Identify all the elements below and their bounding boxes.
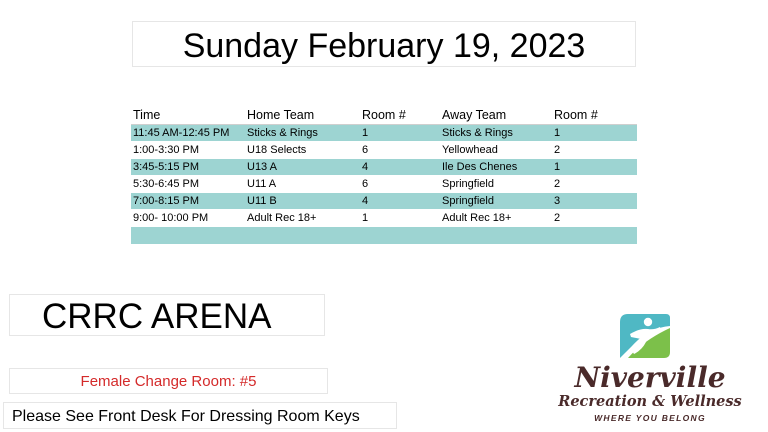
cell-home-room: 1 bbox=[362, 212, 369, 224]
cell-away-room: 2 bbox=[554, 212, 561, 224]
cell-home-room: 4 bbox=[362, 161, 369, 173]
column-header-away-room: Room # bbox=[554, 108, 598, 122]
column-header-home-room: Room # bbox=[362, 108, 406, 122]
cell-home-team: U13 A bbox=[247, 161, 277, 173]
column-header-away-team: Away Team bbox=[442, 108, 507, 122]
table-row bbox=[131, 142, 637, 159]
cell-home-room: 1 bbox=[362, 127, 369, 139]
niverville-logo bbox=[545, 310, 755, 430]
logo-subtitle: Recreation & Wellness bbox=[558, 393, 742, 410]
table-row bbox=[131, 125, 637, 142]
cell-home-team: U11 B bbox=[247, 195, 277, 207]
column-header-time: Time bbox=[133, 108, 161, 122]
cell-away-room: 3 bbox=[554, 195, 561, 207]
logo-tagline: WHERE YOU BELONG bbox=[594, 413, 706, 423]
logo-name: Niverville bbox=[574, 361, 726, 394]
cell-time: 9:00- 10:00 PM bbox=[133, 212, 209, 224]
arena-name: CRRC ARENA bbox=[42, 297, 272, 336]
column-header-home-team: Home Team bbox=[247, 108, 315, 122]
cell-away-team: Ile Des Chenes bbox=[442, 161, 518, 173]
cell-time: 1:00-3:30 PM bbox=[133, 144, 200, 156]
cell-away-room: 2 bbox=[554, 144, 561, 156]
cell-home-team: U11 A bbox=[247, 178, 277, 190]
keys-notice bbox=[3, 402, 397, 429]
cell-away-room: 2 bbox=[554, 178, 561, 190]
cell-home-team: Adult Rec 18+ bbox=[247, 212, 317, 224]
table-footer-band bbox=[131, 227, 637, 245]
cell-away-team: Springfield bbox=[442, 178, 494, 190]
cell-away-team: Sticks & Rings bbox=[442, 127, 513, 139]
runner-icon bbox=[618, 312, 672, 360]
cell-home-room: 6 bbox=[362, 178, 369, 190]
cell-time: 3:45-5:15 PM bbox=[133, 161, 200, 173]
schedule-date: Sunday February 19, 2023 bbox=[182, 27, 586, 65]
cell-away-room: 1 bbox=[554, 161, 561, 173]
cell-time: 11:45 AM-12:45 PM bbox=[133, 127, 230, 139]
keys-text: Please See Front Desk For Dressing Room Keys bbox=[12, 408, 360, 425]
cell-away-team: Adult Rec 18+ bbox=[442, 212, 512, 224]
female-room-text: Female Change Room: #5 bbox=[80, 373, 257, 390]
date-banner bbox=[132, 21, 636, 67]
cell-away-team: Yellowhead bbox=[442, 144, 498, 156]
cell-away-team: Springfield bbox=[442, 195, 494, 207]
cell-home-team: Sticks & Rings bbox=[247, 127, 318, 139]
female-room-notice bbox=[9, 368, 328, 394]
cell-home-team: U18 Selects bbox=[247, 144, 307, 156]
table-row bbox=[131, 210, 637, 227]
cell-time: 7:00-8:15 PM bbox=[133, 195, 200, 207]
cell-time: 5:30-6:45 PM bbox=[133, 178, 200, 190]
cell-away-room: 1 bbox=[554, 127, 561, 139]
schedule-table bbox=[131, 106, 637, 245]
table-header bbox=[131, 106, 637, 125]
table-row bbox=[131, 159, 637, 176]
arena-banner bbox=[9, 294, 325, 336]
cell-home-room: 6 bbox=[362, 144, 369, 156]
cell-home-room: 4 bbox=[362, 195, 369, 207]
table-row bbox=[131, 176, 637, 193]
table-row bbox=[131, 193, 637, 210]
